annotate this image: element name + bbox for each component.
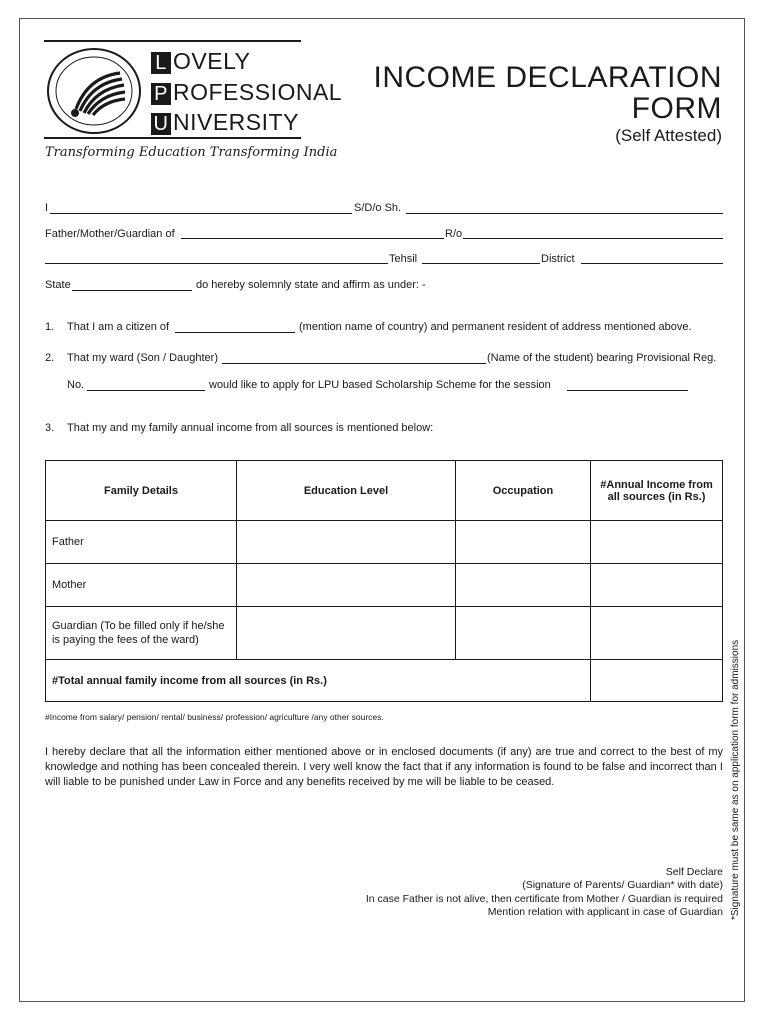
clause-1-text-pre: That I am a citizen of [67,321,170,333]
table-row [46,521,723,564]
mother-education-cell[interactable] [237,564,456,607]
total-income-label: #Total annual family income from all sources (in Rs.) [46,660,591,702]
district-field[interactable] [581,263,723,264]
student-name-field[interactable] [222,363,486,364]
logo-row-university [151,110,299,135]
logo-top-rule [44,40,301,42]
table-row [46,607,723,660]
father-income-cell[interactable] [591,521,723,564]
logo-tagline: Transforming Education Transforming India [45,145,338,160]
table-total-row [46,660,723,702]
header-education-level: Education Level [237,461,456,521]
form-title-line2: FORM [631,92,722,125]
address-field[interactable] [45,263,388,264]
mother-income-cell[interactable] [591,564,723,607]
father-education-cell[interactable] [237,521,456,564]
affirm-text: do hereby solemnly state and affirm as under: - [196,279,426,291]
logo-row-lovely [151,49,251,74]
logo-word-lovely: OVELY [173,48,251,74]
name-field[interactable] [50,213,352,214]
form-subtitle: (Self Attested) [615,126,722,145]
signature-side-note: *Signature must be same as on application form for admissions [730,639,741,920]
signature-father-note: In case Father is not alive, then certificate from Mother / Guardian is required [365,893,723,905]
guardian-income-cell[interactable] [591,607,723,660]
clause-2-text-mid: would like to apply for LPU based Scholarship Scheme for the session [209,379,551,391]
row-label-father: Father [46,521,237,564]
state-field[interactable] [72,290,192,291]
income-footnote: #Income from salary/ pension/ rental/ business/ profession/ agriculture /any other sources. [45,712,384,722]
header-occupation: Occupation [456,461,591,521]
row-label-guardian: Guardian (To be filled only if he/she is paying the fees of the ward) [46,607,237,660]
clause-3-text: That my and my family annual income from all sources is mentioned below: [67,422,434,434]
state-label: State [45,279,71,291]
header-annual-income: #Annual Income from all sources (in Rs.) [591,461,723,521]
row-label-mother: Mother [46,564,237,607]
parent-name-field[interactable] [406,213,723,214]
clause-1-number: 1. [45,321,55,333]
father-occupation-cell[interactable] [456,521,591,564]
signature-guardian-note: Mention relation with applicant in case of Guardian [487,906,723,918]
income-table [45,460,723,702]
mother-occupation-cell[interactable] [456,564,591,607]
ward-name-field[interactable] [181,238,444,239]
district-label: District [541,253,575,265]
country-field[interactable] [175,332,295,333]
declaration-text: I hereby declare that all the information either mentioned above or in enclosed documents (if any) are true and correct to the best of my knowledge and nothing has been concealed therein. I very well know the fact that if any information is found to be false and incorrect than I will liable to be punished under Law in Force and any benefits received by me will be liable to be ceased. [45,746,723,788]
clause-2-text-pre: That my ward (Son / Daughter) [67,352,219,364]
guardian-education-cell[interactable] [237,607,456,660]
sdo-label: S/D/o Sh. [354,202,402,214]
logo-bottom-rule [44,137,301,139]
table-row [46,564,723,607]
guardian-of-label: Father/Mother/Guardian of [45,228,175,240]
tehsil-label: Tehsil [389,253,418,265]
tehsil-field[interactable] [422,263,540,264]
reg-number-field[interactable] [87,390,205,391]
residence-field[interactable] [463,238,723,239]
guardian-occupation-cell[interactable] [456,607,591,660]
logo-letter-p: P [151,83,171,105]
clause-2-text-post: (Name of the student) bearing Provisional Reg. [487,352,717,364]
university-seal-icon [46,47,142,135]
clause-1-text-post: (mention name of country) and permanent resident of address mentioned above. [299,321,692,333]
total-income-cell[interactable] [591,660,723,702]
logo-row-professional [151,80,342,105]
logo-letter-u: U [151,113,171,135]
table-header-row [46,461,723,521]
logo-word-professional: ROFESSIONAL [173,79,343,105]
i-label: I [45,202,49,214]
logo-letter-l: L [151,52,171,74]
form-title-line1: INCOME DECLARATION [373,61,722,94]
clause-2-no-label: No. [67,379,85,391]
clause-2-number: 2. [45,352,55,364]
ro-label: R/o [445,228,463,240]
header-family-details: Family Details [46,461,237,521]
signature-self-declare: Self Declare [665,866,723,878]
clause-3-number: 3. [45,422,55,434]
signature-instruction: (Signature of Parents/ Guardian* with date) [522,879,723,891]
logo-word-university: NIVERSITY [173,109,299,135]
session-field[interactable] [567,390,688,391]
